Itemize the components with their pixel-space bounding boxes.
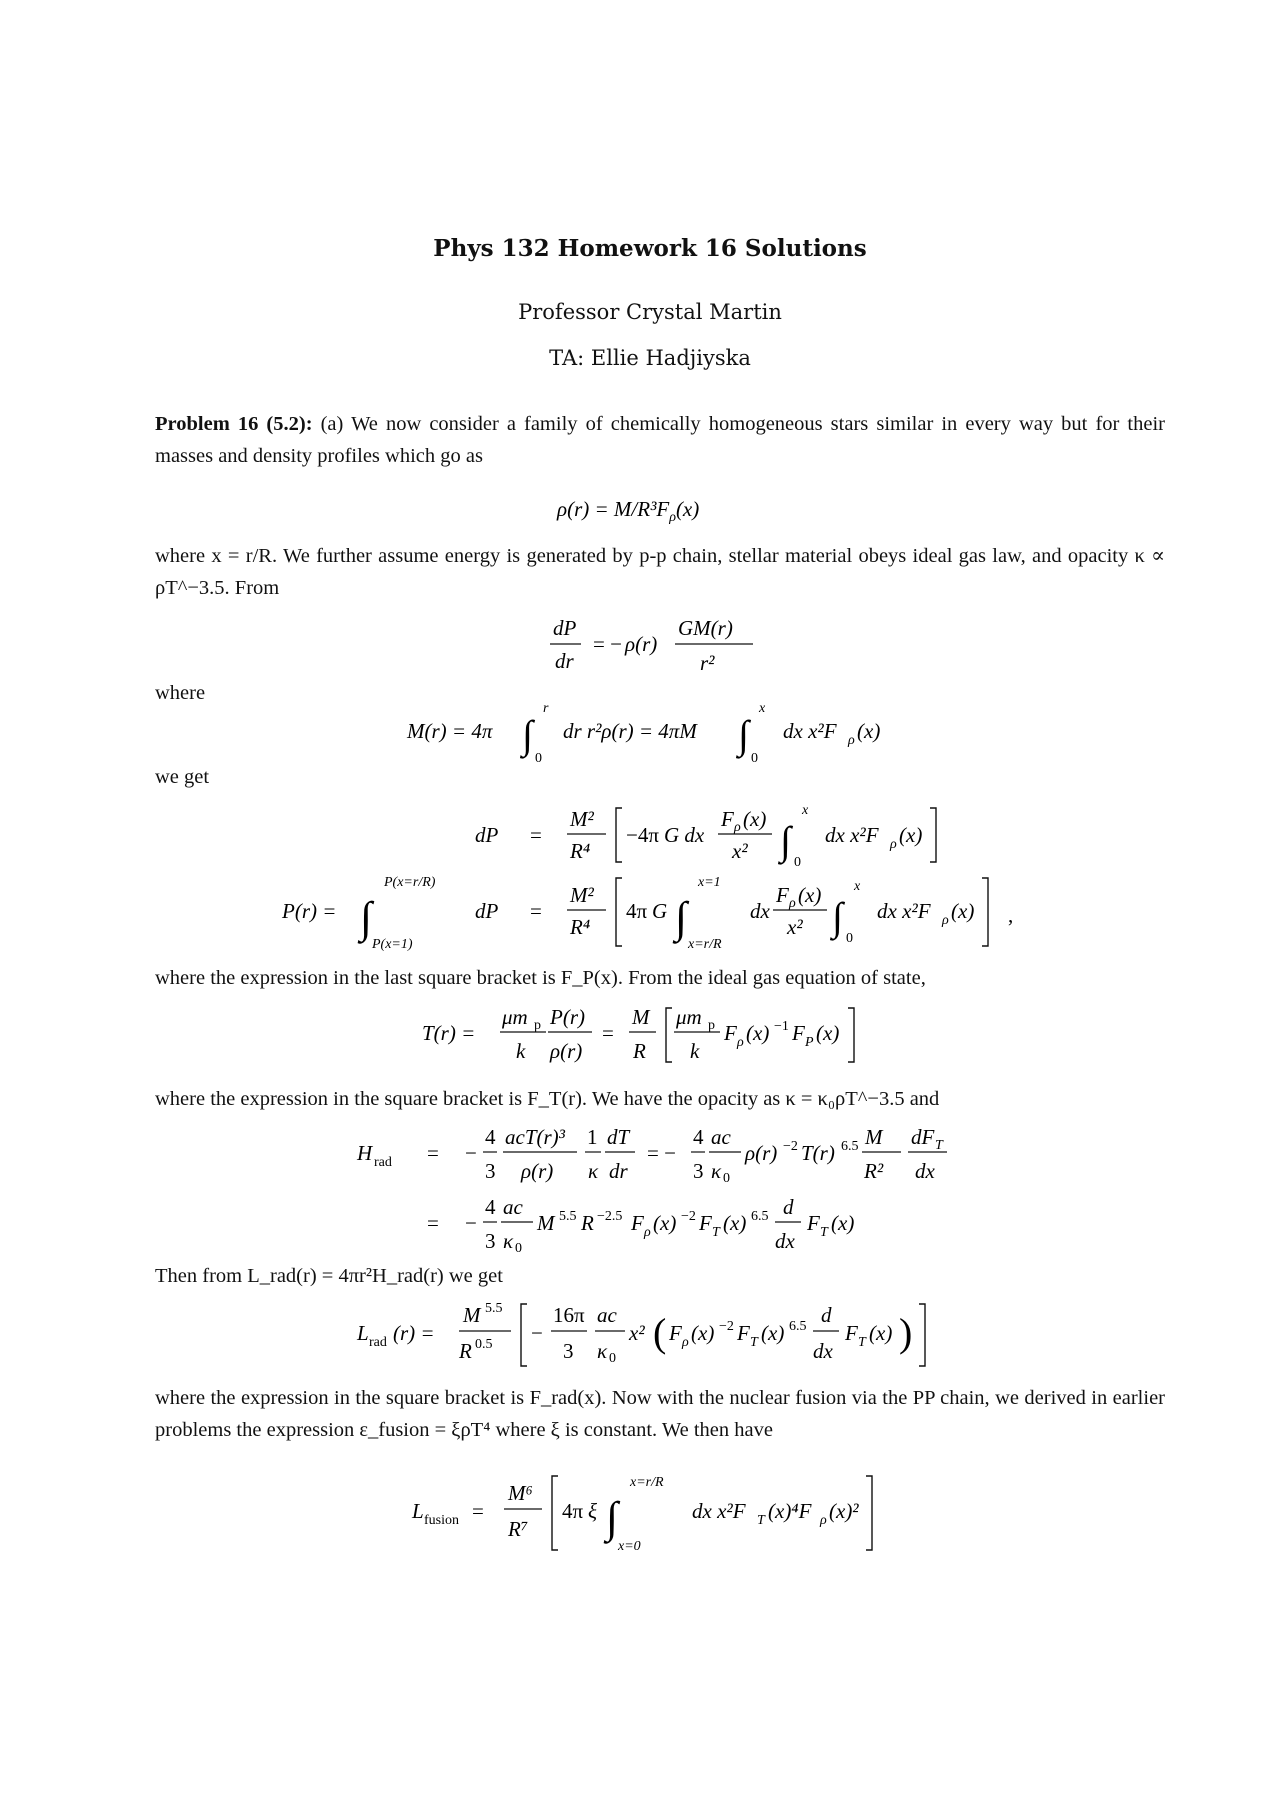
- svg-text:G: G: [652, 899, 668, 923]
- svg-text:−: −: [465, 1211, 477, 1235]
- svg-text:1: 1: [587, 1125, 598, 1149]
- svg-text:(x): (x): [869, 1321, 893, 1345]
- svg-text:ρ(r): ρ(r): [625, 632, 658, 656]
- svg-text:0: 0: [723, 1171, 730, 1186]
- svg-text:rad: rad: [374, 1155, 392, 1170]
- svg-text:4π: 4π: [562, 1499, 584, 1523]
- document-title: Phys 132 Homework 16 Solutions: [433, 235, 867, 262]
- svg-text:dx x²F: dx x²F: [692, 1499, 746, 1523]
- svg-text:16π: 16π: [553, 1303, 585, 1327]
- equation-density: [0, 492, 1280, 526]
- svg-text:dx x²F: dx x²F: [877, 899, 931, 923]
- svg-text:R: R: [581, 1211, 594, 1235]
- svg-text:,: ,: [1008, 903, 1014, 927]
- word-where: where: [155, 682, 206, 704]
- svg-text:x=1: x=1: [698, 875, 721, 890]
- svg-text:−: −: [531, 1321, 543, 1345]
- svg-text:(: (: [653, 1310, 667, 1355]
- svg-text:(x): (x): [857, 719, 881, 743]
- svg-text:ρ: ρ: [737, 1035, 744, 1050]
- intro-text: (a) We now consider a family of chemically homogeneous stars similar in every way but for their masses and density profiles which go as: [155, 413, 1165, 467]
- svg-text:(x): (x): [951, 899, 975, 923]
- svg-text:(x): (x): [746, 1021, 770, 1045]
- svg-text:T(r) =: T(r) =: [422, 1021, 476, 1045]
- ta-name: TA: Ellie Hadjiyska: [549, 346, 751, 370]
- svg-text:F: F: [631, 1211, 644, 1235]
- svg-text:dT: dT: [607, 1125, 630, 1149]
- svg-text:F: F: [669, 1321, 682, 1345]
- svg-text:= −: = −: [647, 1141, 676, 1165]
- svg-text:P(x=r/R): P(x=r/R): [384, 875, 436, 890]
- svg-text:0: 0: [794, 855, 801, 870]
- svg-text:T(r): T(r): [801, 1141, 835, 1165]
- svg-text:M⁶: M⁶: [508, 1481, 533, 1505]
- svg-text:R⁴: R⁴: [570, 839, 591, 863]
- svg-text:k: k: [516, 1039, 526, 1063]
- svg-text:5.5: 5.5: [559, 1209, 577, 1224]
- svg-text:F: F: [721, 807, 734, 831]
- svg-text:x: x: [854, 879, 861, 894]
- svg-text:(x): (x): [816, 1021, 840, 1045]
- svg-text:dx: dx: [775, 1229, 795, 1253]
- svg-text:d: d: [783, 1195, 794, 1219]
- svg-text:∫: ∫: [522, 712, 533, 757]
- svg-text:−4π: −4π: [626, 823, 659, 847]
- svg-text:r: r: [543, 701, 549, 716]
- svg-text:−: −: [465, 1141, 477, 1165]
- svg-text:dP: dP: [475, 823, 499, 847]
- svg-text:T: T: [712, 1225, 720, 1240]
- svg-text:F: F: [845, 1321, 858, 1345]
- svg-text:κ: κ: [597, 1339, 608, 1363]
- svg-text:P(r): P(r): [550, 1005, 585, 1029]
- svg-text:GM(r): GM(r): [678, 616, 733, 640]
- equation-mass: [405, 700, 925, 770]
- svg-text:x=r/R: x=r/R: [630, 1475, 664, 1490]
- svg-text:p: p: [534, 1018, 541, 1033]
- svg-text:∫: ∫: [360, 893, 373, 942]
- svg-text:ρ: ρ: [890, 837, 897, 852]
- svg-text:dx: dx: [813, 1339, 833, 1363]
- svg-text:ac: ac: [597, 1303, 617, 1327]
- svg-text:T: T: [750, 1335, 758, 1350]
- svg-text:(r) =: (r) =: [393, 1321, 435, 1345]
- svg-text:3: 3: [485, 1159, 496, 1183]
- svg-text:0: 0: [515, 1241, 522, 1256]
- svg-text:4: 4: [485, 1125, 496, 1149]
- svg-text:6.5: 6.5: [841, 1139, 859, 1154]
- svg-text:3: 3: [563, 1339, 574, 1363]
- svg-text:dP: dP: [553, 616, 577, 640]
- svg-text:): ): [899, 1310, 913, 1355]
- svg-text:μm: μm: [676, 1005, 702, 1029]
- svg-text:∫: ∫: [675, 893, 688, 942]
- svg-text:∫: ∫: [606, 1493, 619, 1542]
- svg-text:P(r) =: P(r) =: [282, 899, 337, 923]
- equation-lfusion: [410, 1470, 930, 1560]
- svg-text:ρ(r): ρ(r): [521, 1159, 554, 1183]
- svg-text:(x): (x): [798, 883, 822, 907]
- svg-text:fusion: fusion: [424, 1513, 459, 1528]
- svg-text:4π: 4π: [626, 899, 648, 923]
- svg-text:x=0: x=0: [618, 1539, 641, 1554]
- svg-text:T: T: [935, 1138, 943, 1153]
- svg-text:(x): (x): [899, 823, 923, 847]
- svg-text:R²: R²: [864, 1159, 884, 1183]
- svg-text:T: T: [820, 1225, 828, 1240]
- svg-text:dr: dr: [555, 649, 574, 673]
- svg-text:ρ: ρ: [682, 1335, 689, 1350]
- svg-text:ρ: ρ: [734, 820, 741, 835]
- svg-text:M: M: [537, 1211, 555, 1235]
- svg-text:M: M: [865, 1125, 883, 1149]
- svg-text:ρ: ρ: [820, 1513, 827, 1528]
- svg-text:6.5: 6.5: [751, 1209, 769, 1224]
- svg-text:M(r) = 4π: M(r) = 4π: [407, 719, 493, 743]
- svg-text:dx: dx: [750, 899, 770, 923]
- svg-text:rad: rad: [369, 1335, 387, 1350]
- svg-text:M: M: [632, 1005, 650, 1029]
- svg-text:=: =: [427, 1141, 439, 1165]
- svg-text:∫: ∫: [832, 894, 843, 939]
- svg-text:r²: r²: [700, 651, 715, 675]
- svg-text:(x): (x): [831, 1211, 855, 1235]
- svg-text:0: 0: [535, 751, 542, 766]
- svg-text:L: L: [357, 1321, 369, 1345]
- svg-text:μm: μm: [502, 1005, 528, 1029]
- svg-text:M: M: [463, 1303, 481, 1327]
- svg-text:−2: −2: [719, 1319, 734, 1334]
- svg-text:5.5: 5.5: [485, 1301, 503, 1316]
- svg-text:dx x²F: dx x²F: [783, 719, 837, 743]
- svg-text:ρ(r): ρ(r): [550, 1039, 583, 1063]
- svg-text:=: =: [472, 1499, 484, 1523]
- svg-text:0.5: 0.5: [475, 1337, 493, 1352]
- svg-text:x=r/R: x=r/R: [688, 937, 722, 952]
- svg-text:−2: −2: [783, 1139, 798, 1154]
- svg-text:(x): (x): [761, 1321, 785, 1345]
- svg-text:(x): (x): [691, 1321, 715, 1345]
- svg-text:ac: ac: [711, 1125, 731, 1149]
- svg-text:x²: x²: [629, 1321, 645, 1345]
- svg-text:κ: κ: [588, 1159, 599, 1183]
- svg-text:0: 0: [846, 931, 853, 946]
- svg-text:dr r²ρ(r) = 4πM: dr r²ρ(r) = 4πM: [563, 719, 697, 743]
- svg-text:R⁴: R⁴: [570, 915, 591, 939]
- svg-text:G dx: G dx: [664, 823, 705, 847]
- svg-text:R: R: [459, 1339, 472, 1363]
- svg-text:6.5: 6.5: [789, 1319, 807, 1334]
- svg-text:dx: dx: [915, 1159, 935, 1183]
- svg-text:dP: dP: [475, 899, 499, 923]
- svg-text:acT(r)³: acT(r)³: [505, 1125, 565, 1149]
- assumptions-paragraph: where x = r/R. We further assume energy is generated by p-p chain, stellar material obeys ideal gas law, and opacity κ ∝ ρT^−3.5. From: [155, 545, 1165, 599]
- svg-text:−2.5: −2.5: [597, 1209, 623, 1224]
- eq-density-text: $\rho(r) = M/R^3F_\rho(x)$: [557, 497, 700, 525]
- svg-text:ξ: ξ: [588, 1499, 597, 1523]
- svg-text:4: 4: [485, 1195, 496, 1219]
- ft-paragraph: where the expression in the square bracket is F_T(r). We have the opacity as κ = κ₀ρT^−3.5 and: [155, 1088, 940, 1110]
- svg-text:=: =: [602, 1021, 614, 1045]
- svg-text:(x): (x): [723, 1211, 747, 1235]
- word-we-get: we get: [155, 766, 210, 788]
- svg-text:ρ: ρ: [848, 733, 855, 748]
- svg-text:F: F: [792, 1021, 805, 1045]
- svg-text:x²: x²: [787, 915, 803, 939]
- svg-text:(x)⁴F: (x)⁴F: [768, 1499, 812, 1523]
- svg-text:=: =: [530, 899, 542, 923]
- svg-text:ρ: ρ: [789, 896, 796, 911]
- svg-text:κ: κ: [503, 1229, 514, 1253]
- svg-text:∫: ∫: [738, 712, 749, 757]
- svg-text:d: d: [821, 1303, 832, 1327]
- equation-temperature: [420, 1000, 940, 1075]
- svg-text:dr: dr: [609, 1159, 628, 1183]
- svg-text:∫: ∫: [780, 818, 791, 863]
- svg-text:x²: x²: [732, 839, 748, 863]
- intro-paragraph: [155, 408, 1165, 472]
- problem-label: Problem 16 (5.2):: [155, 413, 313, 435]
- svg-text:L: L: [412, 1499, 424, 1523]
- svg-text:=: =: [427, 1211, 439, 1235]
- fusion-paragraph: where the expression in the square bracket is F_rad(x). Now with the nuclear fusion via the PP chain, we derived in earlier problems the expression ε_fusion = ξρT⁴ where ξ is constant. We then have: [155, 1387, 1165, 1441]
- svg-text:ac: ac: [503, 1195, 523, 1219]
- svg-text:=: =: [530, 823, 542, 847]
- svg-text:(x): (x): [653, 1211, 677, 1235]
- equation-hydrostatic: [545, 610, 775, 680]
- svg-text:ρ: ρ: [942, 913, 949, 928]
- svg-text:M²: M²: [570, 883, 594, 907]
- svg-text:R: R: [633, 1039, 646, 1063]
- equation-lrad: [355, 1296, 975, 1376]
- svg-text:P(x=1): P(x=1): [372, 937, 413, 952]
- lrad-intro: Then from L_rad(r) = 4πr²H_rad(r) we get: [155, 1265, 503, 1287]
- svg-text:= −: = −: [593, 632, 622, 656]
- svg-text:F: F: [737, 1321, 750, 1345]
- svg-text:dF: dF: [911, 1125, 935, 1149]
- svg-text:(x): (x): [743, 807, 767, 831]
- svg-text:R⁷: R⁷: [508, 1517, 529, 1541]
- fp-paragraph: where the expression in the last square bracket is F_P(x). From the ideal gas equation of state,: [155, 967, 926, 989]
- svg-text:F: F: [776, 883, 789, 907]
- svg-text:M²: M²: [570, 807, 594, 831]
- equation-pressure: [280, 800, 1060, 960]
- svg-text:F: F: [724, 1021, 737, 1045]
- svg-text:P: P: [805, 1035, 814, 1050]
- svg-text:T: T: [757, 1513, 765, 1528]
- svg-text:0: 0: [609, 1351, 616, 1366]
- svg-text:x: x: [759, 701, 766, 716]
- svg-text:(x)²: (x)²: [829, 1499, 859, 1523]
- svg-text:−1: −1: [774, 1019, 789, 1034]
- professor-name: Professor Crystal Martin: [518, 300, 782, 324]
- svg-text:ρ(r): ρ(r): [745, 1141, 778, 1165]
- svg-text:3: 3: [693, 1159, 704, 1183]
- svg-text:F: F: [807, 1211, 820, 1235]
- svg-text:F: F: [699, 1211, 712, 1235]
- svg-text:H: H: [357, 1141, 373, 1165]
- svg-text:x: x: [802, 803, 809, 818]
- svg-text:3: 3: [485, 1229, 496, 1253]
- svg-text:dx x²F: dx x²F: [825, 823, 879, 847]
- svg-text:−2: −2: [681, 1209, 696, 1224]
- svg-text:k: k: [690, 1039, 700, 1063]
- equation-density-render: [555, 492, 755, 526]
- svg-text:κ: κ: [711, 1159, 722, 1183]
- svg-text:p: p: [708, 1018, 715, 1033]
- equation-hrad: [355, 1120, 995, 1260]
- svg-text:4: 4: [693, 1125, 704, 1149]
- svg-text:ρ: ρ: [644, 1225, 651, 1240]
- svg-text:0: 0: [751, 751, 758, 766]
- svg-text:T: T: [858, 1335, 866, 1350]
